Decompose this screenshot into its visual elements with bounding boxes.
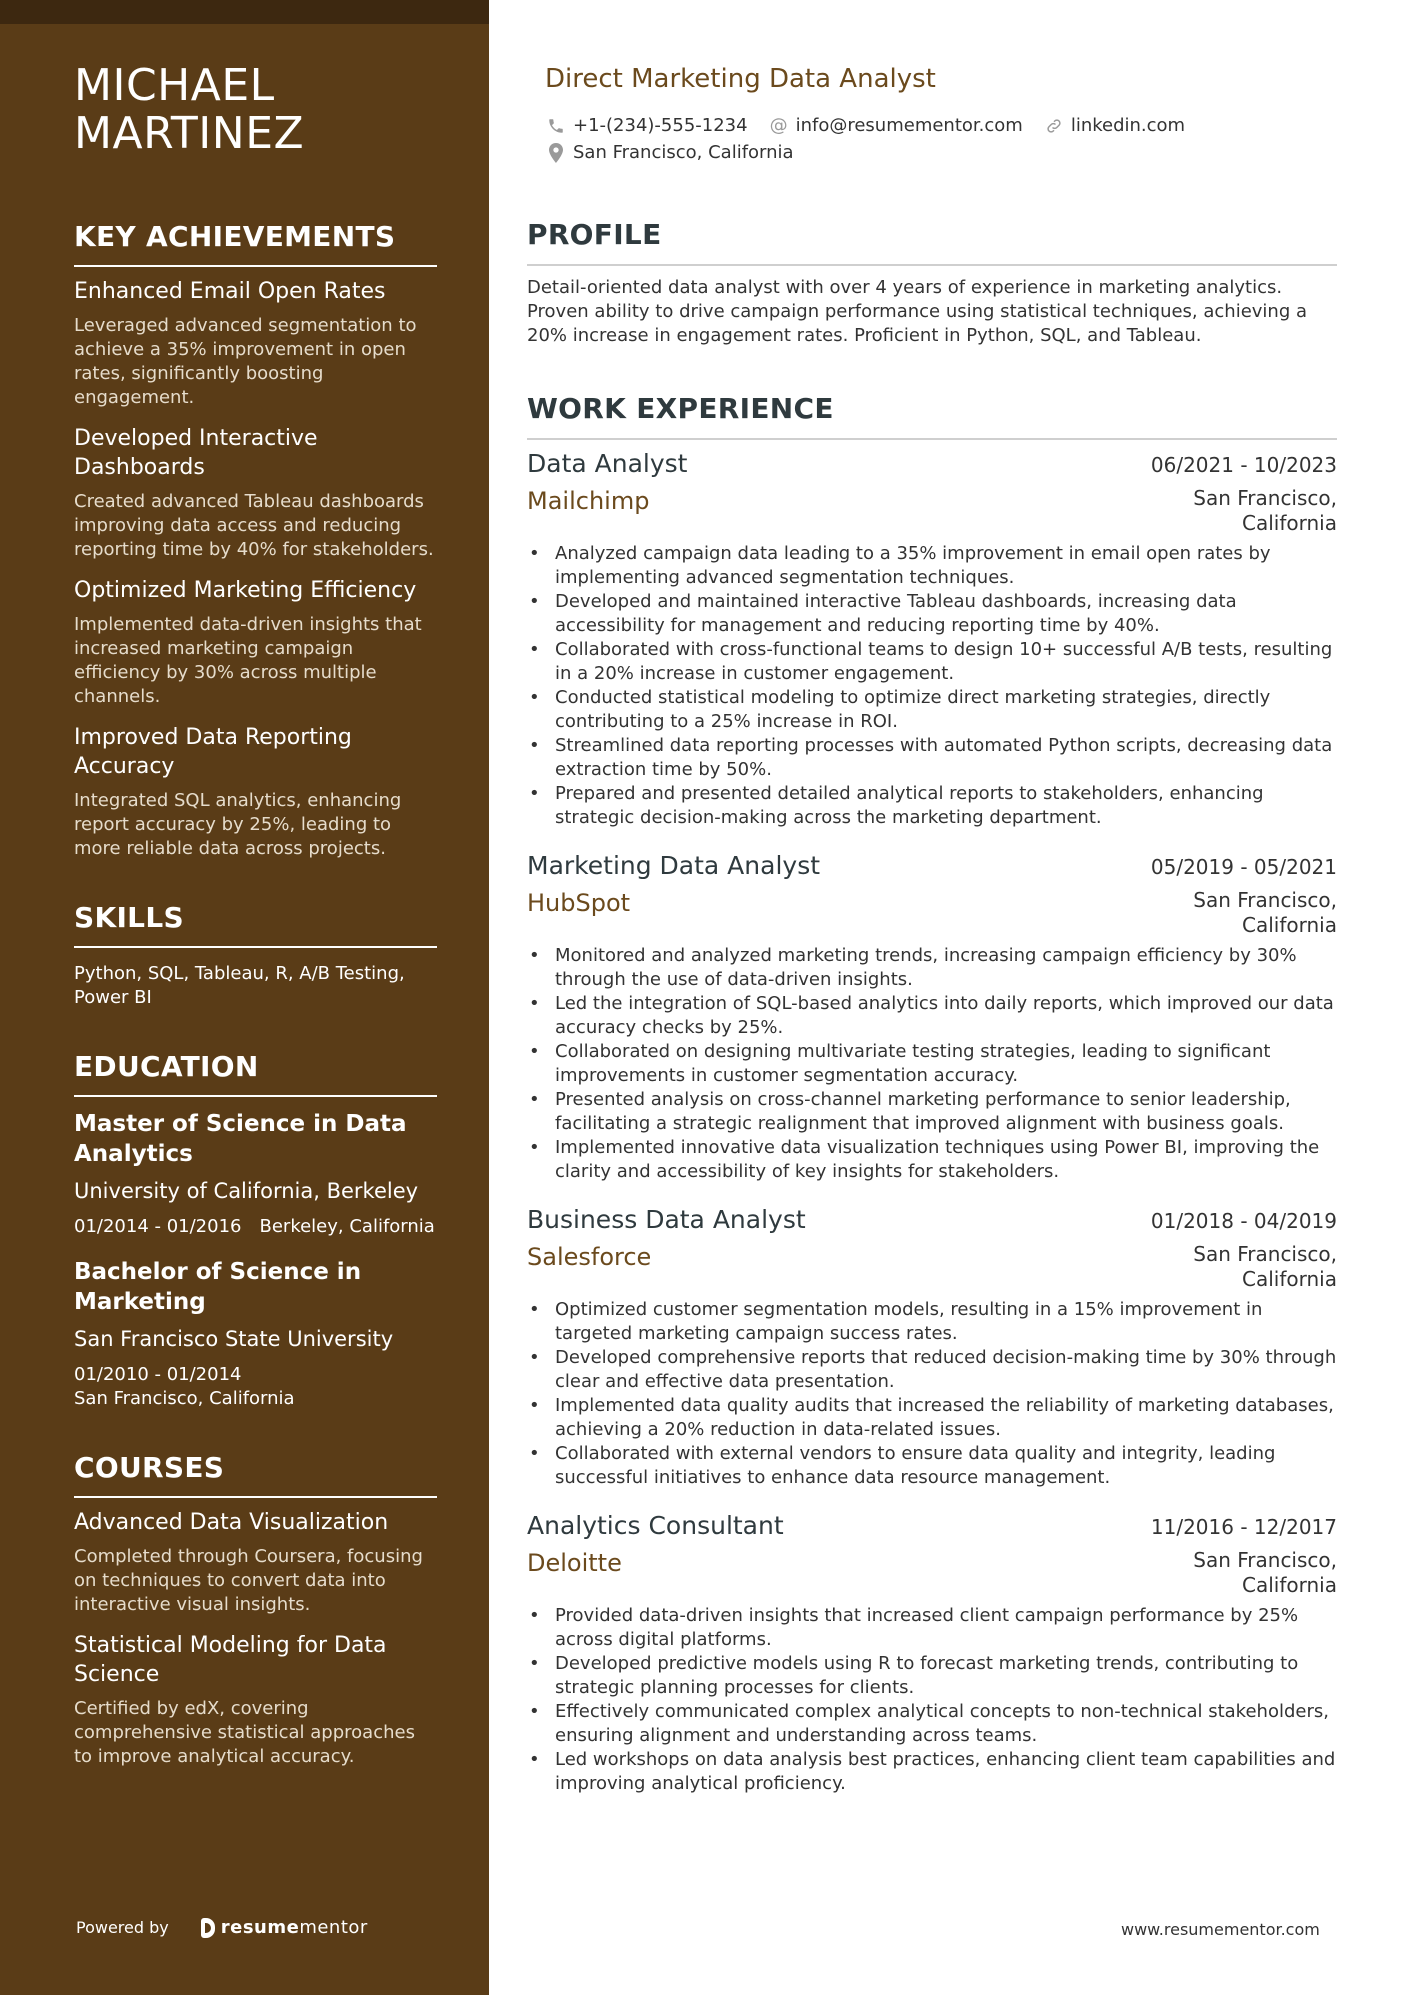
job-bullets: [527, 944, 1337, 1184]
achievements-section: [74, 220, 437, 861]
job-entry: [527, 1204, 1337, 1490]
education-item: [74, 1257, 437, 1411]
course-desc: Certified by edX, covering comprehensive statistical approaches to improve analytical accuracy.: [74, 1698, 415, 1767]
profile-heading: PROFILE: [527, 218, 1337, 266]
name-last: MARTINEZ: [74, 108, 305, 159]
job-bullet: • Presented analysis on cross-channel marketing performance to senior leadership, facilitating a strategic realignment that improved alignment with business goals.: [527, 1088, 1337, 1136]
achievement-title: Improved Data Reporting Accuracy: [74, 725, 352, 779]
job-bullet: • Developed comprehensive reports that reduced decision-making time by 30% through clear and effective data presentation.: [527, 1346, 1337, 1394]
at-icon: @: [769, 115, 788, 136]
job-bullet: • Collaborated with external vendors to ensure data quality and integrity, leading successful initiatives to enhance data resource management.: [527, 1442, 1337, 1490]
job-bullets: [527, 1604, 1337, 1796]
job-location: San Francisco, California: [1193, 1242, 1337, 1291]
sidebar-top-strip: [0, 0, 489, 24]
achievement-item: [74, 723, 437, 861]
job-location: San Francisco, California: [1193, 486, 1337, 535]
job-bullet: • Effectively communicated complex analytical concepts to non-technical stakeholders, ensuring alignment and understanding across teams.: [527, 1700, 1337, 1748]
job-role: Business Data Analyst: [527, 1205, 806, 1234]
job-bullet: • Streamlined data reporting processes with automated Python scripts, decreasing data extraction time by 50%.: [527, 734, 1337, 782]
resumementor-logo-icon: [201, 1918, 215, 1938]
education-meta: [74, 1215, 437, 1239]
job-bullet: • Conducted statistical modeling to optimize direct marketing strategies, directly contributing to a 25% increase in ROI.: [527, 686, 1337, 734]
job-bullet: • Led workshops on data analysis best practices, enhancing client team capabilities and improving analytical proficiency.: [527, 1748, 1337, 1796]
contact-location: [545, 142, 794, 164]
job-dates: 06/2021 - 10/2023: [1150, 453, 1337, 477]
course-title: Statistical Modeling for Data Science: [74, 1633, 387, 1687]
skills-heading: SKILLS: [74, 901, 437, 948]
education-location: Berkeley, California: [259, 1216, 435, 1237]
job-bullet: • Optimized customer segmentation models, resulting in a 15% improvement in targeted marketing campaign success rates.: [527, 1298, 1337, 1346]
link-icon: [1043, 115, 1065, 137]
job-entry: [527, 850, 1337, 1184]
education-item: [74, 1109, 437, 1239]
job-role: Analytics Consultant: [527, 1511, 784, 1540]
achievement-item: [74, 277, 437, 410]
job-bullet: • Collaborated with cross-functional teams to design 10+ successful A/B tests, resulting in a 20% increase in customer engagement.: [527, 638, 1337, 686]
skills-section: [74, 901, 437, 1010]
job-bullets: [527, 1298, 1337, 1490]
job-bullet: • Developed predictive models using R to forecast marketing trends, contributing to strategic planning processes for clients.: [527, 1652, 1337, 1700]
powered-by: [76, 1917, 368, 1938]
achievement-title: Developed Interactive Dashboards: [74, 426, 318, 480]
profile-text: Detail-oriented data analyst with over 4 years of experience in marketing analytics. Proven ability to drive campaign performance using statistical techniques, achieving a 20% increase in engagement rates. Proficient in Python, SQL, and Tableau.: [527, 277, 1308, 346]
course-desc: Completed through Coursera, focusing on techniques to convert data into interactive visual insights.: [74, 1546, 423, 1615]
location-text: San Francisco, California: [573, 142, 794, 163]
website-link[interactable]: www.resumementor.com: [1121, 1920, 1320, 1939]
education-school: San Francisco State University: [74, 1327, 394, 1351]
education-degree: Master of Science in Data Analytics: [74, 1111, 407, 1167]
job-entry: [527, 448, 1337, 830]
job-bullet: • Led the integration of SQL-based analytics into daily reports, which improved our data accuracy checks by 25%.: [527, 992, 1337, 1040]
contact-phone[interactable]: [545, 115, 748, 137]
education-dates: 01/2014 - 01/2016: [74, 1216, 242, 1237]
job-bullet: • Collaborated on designing multivariate testing strategies, leading to significant improvements in customer segmentation accuracy.: [527, 1040, 1337, 1088]
achievement-title: Optimized Marketing Efficiency: [74, 578, 417, 603]
job-bullet: • Implemented innovative data visualization techniques using Power BI, improving the clarity and accessibility of key insights for stakeholders.: [527, 1136, 1337, 1184]
job-bullets: [527, 542, 1337, 830]
courses-section: [74, 1451, 437, 1769]
contact-info: [545, 112, 1335, 166]
education-school: University of California, Berkeley: [74, 1179, 419, 1203]
email-text: info@resumementor.com: [795, 115, 1023, 136]
job-bullet: • Developed and maintained interactive Tableau dashboards, increasing data accessibility for management and reducing reporting time by 40%.: [527, 590, 1337, 638]
education-meta: [74, 1363, 437, 1411]
education-section: [74, 1050, 437, 1411]
courses-heading: COURSES: [74, 1451, 437, 1498]
profile-section: [527, 218, 1337, 348]
brand-light: mentor: [299, 1917, 368, 1938]
headline: Direct Marketing Data Analyst: [545, 64, 936, 94]
location-pin-icon: [545, 142, 567, 164]
job-entry: [527, 1510, 1337, 1796]
experience-section: [527, 392, 1337, 1796]
job-location: San Francisco, California: [1193, 1548, 1337, 1597]
course-item: [74, 1631, 437, 1769]
name-first: MICHAEL: [74, 60, 275, 111]
job-bullet: • Prepared and presented detailed analytical reports to stakeholders, enhancing strategic decision-making across the marketing department.: [527, 782, 1337, 830]
achievement-item: [74, 424, 437, 562]
job-bullet: • Monitored and analyzed marketing trends, increasing campaign efficiency by 30% through the use of data-driven insights.: [527, 944, 1337, 992]
job-role: Data Analyst: [527, 449, 688, 478]
job-role: Marketing Data Analyst: [527, 851, 821, 880]
achievement-desc: Implemented data-driven insights that increased marketing campaign efficiency by 30% across multiple channels.: [74, 614, 422, 707]
achievements-heading: KEY ACHIEVEMENTS: [74, 220, 437, 267]
job-bullet: • Provided data-driven insights that increased client campaign performance by 25% across digital platforms.: [527, 1604, 1337, 1652]
contact-email[interactable]: [768, 115, 1023, 137]
course-item: [74, 1508, 437, 1617]
job-dates: 11/2016 - 12/2017: [1150, 1515, 1337, 1539]
brand-bold: resume: [220, 1917, 300, 1938]
experience-heading: WORK EXPERIENCE: [527, 392, 1337, 440]
achievement-desc: Leveraged advanced segmentation to achieve a 35% improvement in open rates, significantly boosting engagement.: [74, 315, 417, 408]
course-title: Advanced Data Visualization: [74, 1510, 389, 1535]
job-bullet: • Analyzed campaign data leading to a 35% improvement in email open rates by implementing advanced segmentation techniques.: [527, 542, 1337, 590]
achievement-desc: Integrated SQL analytics, enhancing report accuracy by 25%, leading to more reliable data across projects.: [74, 790, 402, 859]
job-bullet: • Implemented data quality audits that increased the reliability of marketing databases, achieving a 20% reduction in data-related issues.: [527, 1394, 1337, 1442]
job-dates: 01/2018 - 04/2019: [1150, 1209, 1337, 1233]
powered-by-label: Powered by: [76, 1918, 169, 1937]
education-degree: Bachelor of Science in Marketing: [74, 1259, 362, 1315]
phone-icon: [545, 115, 567, 137]
linkedin-text: linkedin.com: [1070, 115, 1186, 136]
resumementor-logo[interactable]: [201, 1917, 368, 1938]
job-company: Salesforce: [527, 1243, 652, 1271]
sidebar: [0, 0, 489, 1995]
education-location: San Francisco, California: [74, 1388, 295, 1409]
job-company: Deloitte: [527, 1549, 622, 1577]
achievement-item: [74, 576, 437, 709]
candidate-name: [74, 62, 437, 158]
achievement-title: Enhanced Email Open Rates: [74, 279, 386, 304]
job-company: Mailchimp: [527, 487, 650, 515]
job-dates: 05/2019 - 05/2021: [1150, 855, 1337, 879]
contact-linkedin[interactable]: [1043, 115, 1185, 137]
job-company: HubSpot: [527, 889, 631, 917]
education-dates: 01/2010 - 01/2014: [74, 1364, 242, 1385]
achievement-desc: Created advanced Tableau dashboards improving data access and reducing reporting time by 40% for stakeholders.: [74, 491, 434, 560]
phone-text: +1-(234)-555-1234: [573, 115, 748, 136]
job-location: San Francisco, California: [1193, 888, 1337, 937]
education-heading: EDUCATION: [74, 1050, 437, 1097]
skills-list: Python, SQL, Tableau, R, A/B Testing, Power BI: [74, 963, 405, 1008]
